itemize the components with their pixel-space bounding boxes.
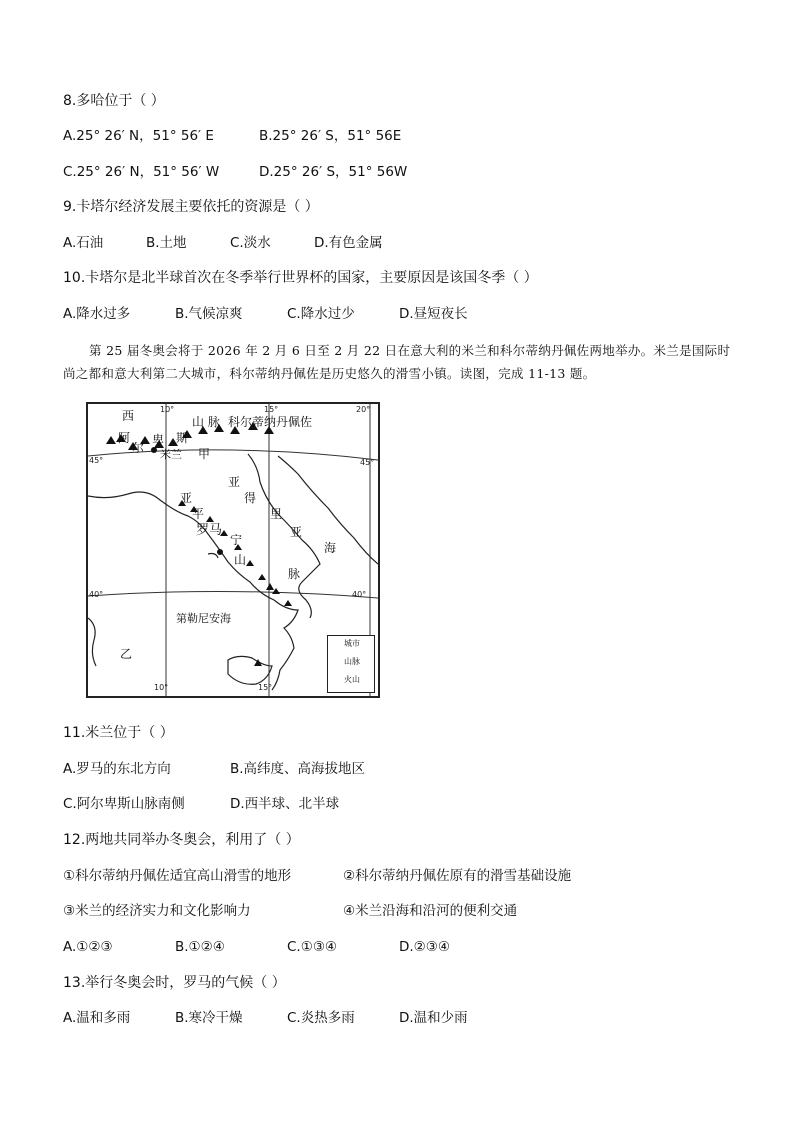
q8-option-c: C.25° 26′ N，51° 56′ W [63, 164, 220, 180]
q11-option-b: B.高纬度、高海拔地区 [230, 761, 366, 777]
milan-city-dot [151, 447, 157, 453]
label-a: 阿 [118, 431, 131, 445]
question-13-stem: 13.举行冬奥会时，罗马的气候（ ） [63, 975, 286, 991]
q13-option-b: B.寒冷干燥 [175, 1010, 243, 1026]
label-rome: 罗马 [196, 523, 223, 538]
label-jia: 甲 [198, 447, 211, 461]
q10-option-d: D.昼短夜长 [399, 306, 468, 322]
label-de: 得 [244, 491, 257, 505]
label-ya-apennine: 亚 [180, 491, 193, 505]
q13-option-a: A.温和多雨 [63, 1010, 131, 1026]
tick-lat-40-left: 40° [89, 590, 104, 599]
q12-option-a: A.①②③ [63, 939, 113, 955]
legend-city-label: 城市 [344, 639, 360, 648]
label-ya-sea: 亚 [290, 525, 303, 539]
q9-option-b: B.土地 [146, 235, 187, 251]
q9-option-c: C.淡水 [230, 235, 271, 251]
q12-option-b: B.①②④ [175, 939, 225, 955]
rome-city-dot [217, 549, 223, 555]
tick-lon-15-top: 15° [264, 405, 279, 414]
question-9-stem: 9.卡塔尔经济发展主要依托的资源是（ ） [63, 199, 319, 215]
q12-option-c: C.①③④ [287, 939, 338, 955]
italy-map [86, 402, 380, 698]
q8-option-b: B.25° 26′ S，51° 56E [259, 128, 402, 144]
q9-option-a: A.石油 [63, 235, 104, 251]
q8-option-a: A.25° 26′ N，51° 56′ E [63, 128, 214, 144]
label-cortina: 科尔蒂纳丹佩佐 [228, 415, 313, 429]
tick-lat-45-left: 45° [89, 456, 104, 465]
q12-item-1: ①科尔蒂纳丹佩佐适宜高山滑雪的地形 [63, 868, 292, 884]
q12-item-2: ②科尔蒂纳丹佩佐原有的滑雪基础设施 [343, 868, 572, 884]
q8-option-d: D.25° 26′ S，51° 56W [259, 164, 408, 180]
q12-item-3: ③米兰的经济实力和文化影响力 [63, 903, 251, 919]
label-shanmai: 山 脉 [192, 415, 220, 429]
q9-option-d: D.有色金属 [314, 235, 383, 251]
label-ya-adriatic: 亚 [228, 475, 241, 489]
q11-option-d: D.西半球、北半球 [230, 796, 340, 812]
label-bei: 卑 [152, 433, 165, 447]
label-milan: 米兰 [160, 448, 182, 461]
island-coast [208, 554, 218, 559]
map-legend [327, 635, 375, 693]
q12-item-4: ④米兰沿海和沿河的便利交通 [343, 903, 518, 919]
label-shan: 山 [234, 553, 247, 567]
parallel-40 [88, 591, 378, 598]
question-11-stem: 11.米兰位于（ ） [63, 725, 174, 741]
legend-volcano-label: 火山 [344, 675, 360, 684]
label-mai: 脉 [288, 567, 301, 581]
tick-lon-10-bottom: 10° [154, 683, 169, 692]
q10-option-a: A.降水过多 [63, 306, 131, 322]
label-ning: 宁 [230, 533, 243, 547]
question-8-stem: 8.多哈位于（ ） [63, 93, 165, 109]
label-tyrrhenian: 第勒尼安海 [176, 612, 231, 625]
q11-option-c: C.阿尔卑斯山脉南侧 [63, 796, 185, 812]
q10-option-b: B.气候凉爽 [175, 306, 243, 322]
question-10-stem: 10.卡塔尔是北半球首次在冬季举行世界杯的国家，主要原因是该国冬季（ ） [63, 270, 538, 286]
q11-option-a: A.罗马的东北方向 [63, 761, 171, 777]
label-si: 斯 [176, 431, 189, 445]
sardinia-coast [88, 618, 96, 666]
q13-option-c: C.炎热多雨 [287, 1010, 355, 1026]
legend-mountain-label: 山脉 [344, 657, 360, 666]
q12-option-d: D.②③④ [399, 939, 450, 955]
label-ping: 平 [192, 507, 205, 521]
label-yi: 乙 [120, 647, 133, 661]
label-hai: 海 [324, 541, 337, 555]
tick-lon-20-top: 20° [356, 405, 371, 414]
q10-option-c: C.降水过少 [287, 306, 355, 322]
question-12-stem: 12.两地共同举办冬奥会，利用了（ ） [63, 832, 300, 848]
label-er: 尔 [132, 441, 145, 455]
q13-option-d: D.温和少雨 [399, 1010, 468, 1026]
tick-lon-10-top: 10° [160, 405, 175, 414]
reading-passage: 第 25 届冬奥会将于 2026 年 2 月 6 日至 2 月 22 日在意大利的米兰和科尔蒂纳丹佩佐两地举办。米兰是国际时尚之都和意大利第二大城市，科尔蒂纳丹佩佐是历史悠久的滑雪小镇。读图，完成 11-13 题。 [63, 343, 731, 381]
tick-lon-15-bottom: 15° [258, 683, 273, 692]
label-li: 里 [270, 507, 283, 521]
tick-lat-45-right: 45° [360, 458, 375, 467]
label-xi: 西 [122, 409, 135, 423]
volcano-symbols [254, 583, 274, 666]
sicily-coast [228, 656, 272, 684]
tick-lat-40-right: 40° [352, 590, 367, 599]
